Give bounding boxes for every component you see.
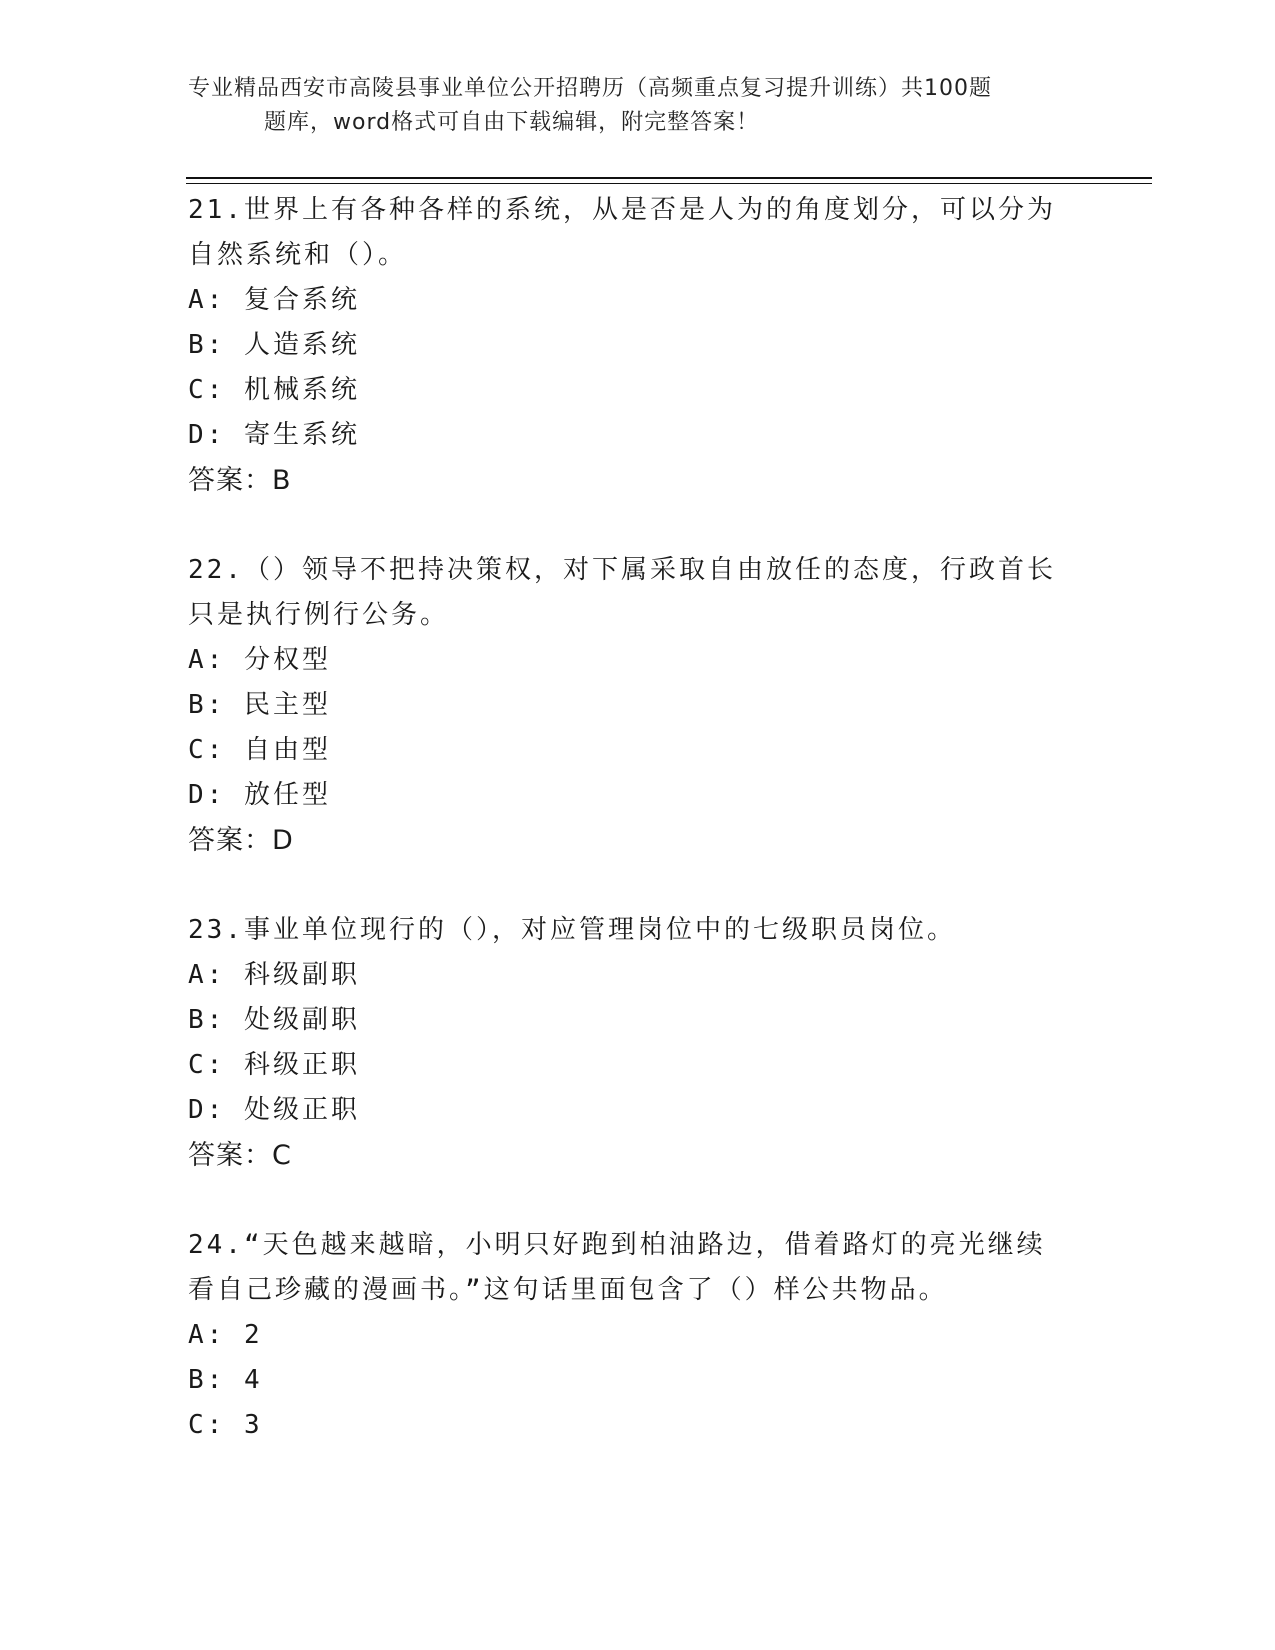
option-a: A: 复合系统 (188, 285, 360, 315)
option-a: A: 2 (188, 1320, 263, 1350)
question-24 (188, 1223, 1088, 1448)
option-c: C: 3 (188, 1410, 263, 1440)
option-c: C: 机械系统 (188, 375, 360, 405)
answer: 答案：C (188, 1140, 292, 1171)
question-stem: 23.事业单位现行的（），对应管理岗位中的七级职员岗位。 (188, 915, 956, 945)
option-d: D: 寄生系统 (188, 420, 360, 450)
option-b: B: 民主型 (188, 690, 331, 720)
option-b: B: 4 (188, 1365, 263, 1395)
question-stem: 24.“天色越来越暗，小明只好跑到柏油路边，借着路灯的亮光继续看自己珍藏的漫画书。”这句话里面包含了（）样公共物品。 (188, 1230, 1046, 1305)
option-d: D: 放任型 (188, 780, 331, 810)
header-title-line-1: 专业精品西安市高陵县事业单位公开招聘历（高频重点复习提升训练）共100题 (188, 76, 992, 101)
question-list (188, 188, 1088, 1448)
option-d: D: 处级正职 (188, 1095, 360, 1125)
header-divider-thin (186, 183, 1152, 184)
answer: 答案：D (188, 825, 294, 856)
option-b: B: 处级副职 (188, 1005, 360, 1035)
question-22 (188, 548, 1088, 908)
document-header (188, 72, 1068, 140)
question-23 (188, 908, 1088, 1223)
answer: 答案：B (188, 465, 292, 496)
header-title-line-2: 题库，word格式可自由下载编辑，附完整答案！ (264, 110, 760, 135)
option-c: C: 科级正职 (188, 1050, 360, 1080)
spacer (188, 863, 1088, 908)
question-21 (188, 188, 1088, 548)
question-stem: 21.世界上有各种各样的系统，从是否是人为的角度划分，可以分为自然系统和（）。 (188, 195, 1056, 270)
spacer (188, 503, 1088, 548)
option-a: A: 分权型 (188, 645, 331, 675)
spacer (188, 1178, 1088, 1223)
option-a: A: 科级副职 (188, 960, 360, 990)
option-b: B: 人造系统 (188, 330, 360, 360)
question-stem: 22.（）领导不把持决策权，对下属采取自由放任的态度，行政首长只是执行例行公务。 (188, 555, 1056, 630)
option-c: C: 自由型 (188, 735, 331, 765)
header-divider-thick (186, 177, 1152, 179)
